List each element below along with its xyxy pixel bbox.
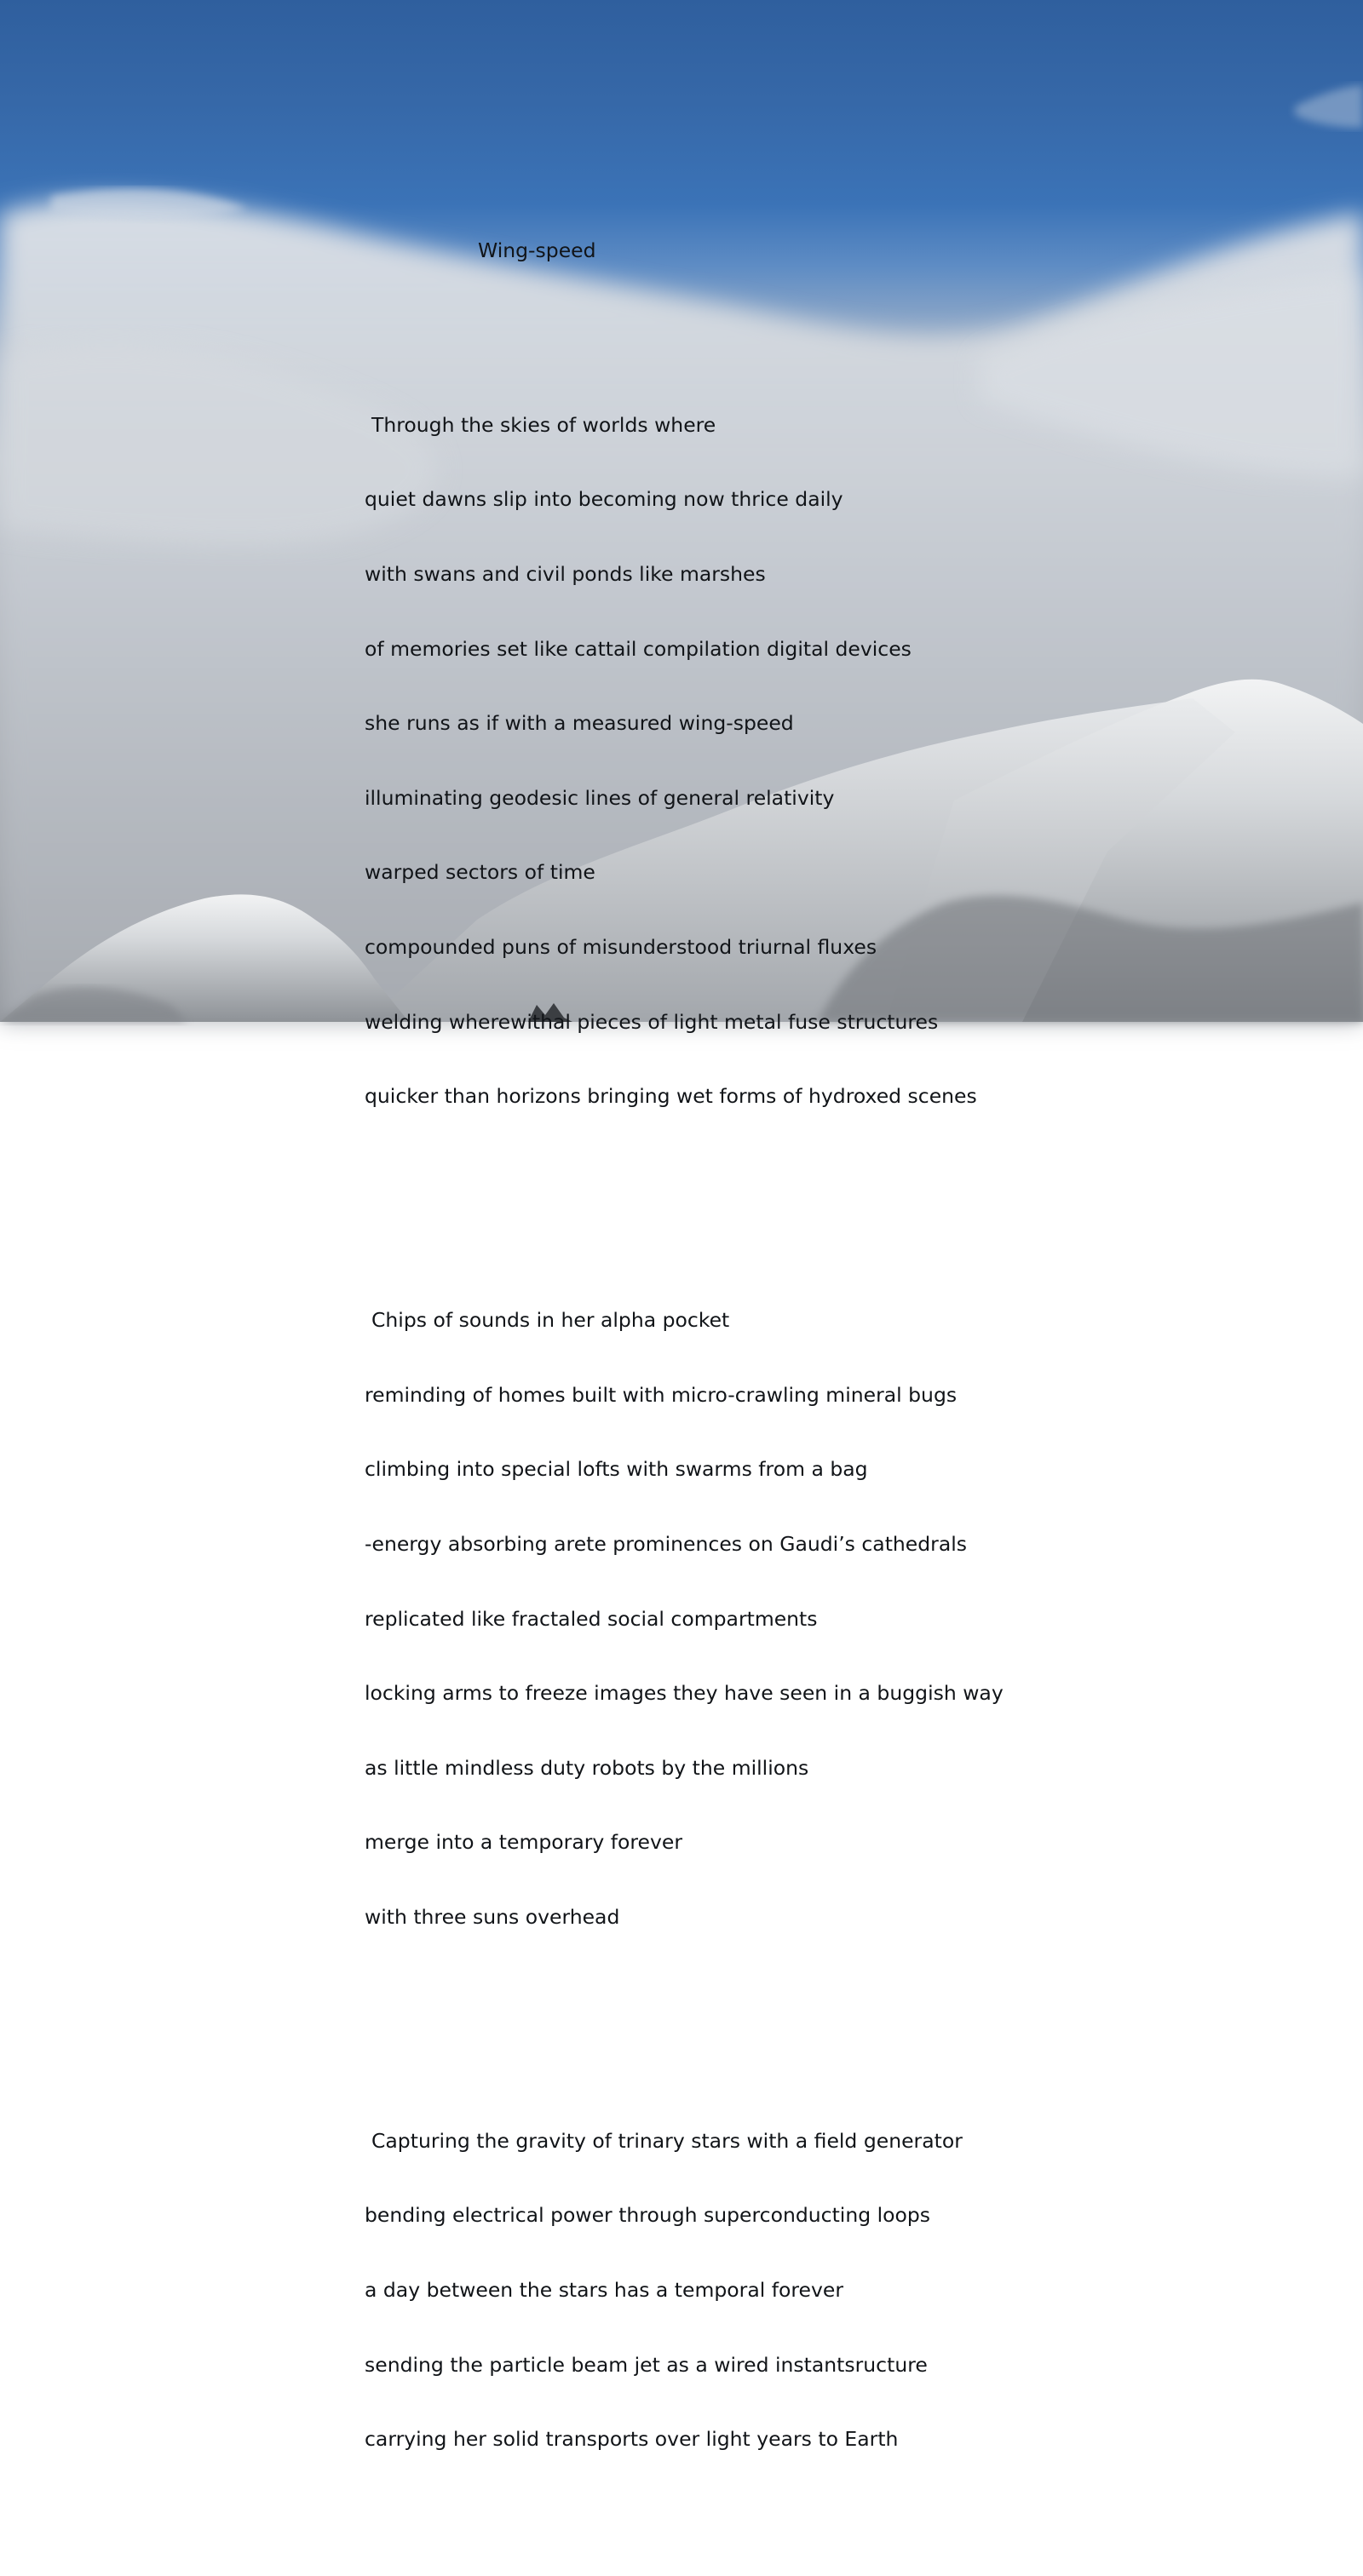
poem-line: bending electrical power through superconducting loops xyxy=(365,2203,931,2228)
poem-line: climbing into special lofts with swarms from a bag xyxy=(365,1457,868,1482)
poem-line: Chips of sounds in her alpha pocket xyxy=(371,1308,730,1333)
poem xyxy=(365,189,1004,2576)
stanza-2 xyxy=(365,1259,1004,1980)
poem-line: reminding of homes built with micro-crawling mineral bugs xyxy=(365,1382,958,1407)
poem-line: as little mindless duty robots by the millions xyxy=(365,1755,809,1780)
poem-line: illuminating geodesic lines of general relativity xyxy=(365,785,835,810)
poem-line: locking arms to freeze images they have seen in a buggish way xyxy=(365,1681,1004,1706)
poem-line: quiet dawns slip into becoming now thrice daily xyxy=(365,487,843,512)
stanza-1 xyxy=(365,363,1004,1159)
cloud-wisp-top-right xyxy=(1295,85,1363,128)
poem-line: welding wherewithal pieces of light metal fuse structures xyxy=(365,1009,939,1034)
poem-line: with three suns overhead xyxy=(365,1904,620,1929)
poem-line: compounded puns of misunderstood triurnal fluxes xyxy=(365,935,877,960)
poem-line: of memories set like cattail compilation digital devices xyxy=(365,636,912,661)
poem-line: Through the skies of worlds where xyxy=(371,412,716,437)
poem-line: a day between the stars has a temporal forever xyxy=(365,2278,844,2303)
poem-title: Wing-speed xyxy=(478,238,596,263)
poem-line: warped sectors of time xyxy=(365,860,595,885)
poem-line: -energy absorbing arete prominences on Gaudi’s cathedrals xyxy=(365,1531,968,1556)
stanza-3 xyxy=(365,2079,1004,2501)
poem-line: she runs as if with a measured wing-speed xyxy=(365,711,794,736)
poem-line: carrying her solid transports over light years to Earth xyxy=(365,2427,899,2452)
poem-line: sending the particle beam jet as a wired instantsructure xyxy=(365,2352,928,2377)
poem-line: with swans and civil ponds like marshes xyxy=(365,562,766,587)
poem-line: replicated like fractaled social compartments xyxy=(365,1606,818,1631)
poem-line: merge into a temporary forever xyxy=(365,1830,683,1855)
poem-line: Capturing the gravity of trinary stars with a field generator xyxy=(371,2128,963,2153)
poem-line: quicker than horizons bringing wet forms of hydroxed scenes xyxy=(365,1084,977,1109)
